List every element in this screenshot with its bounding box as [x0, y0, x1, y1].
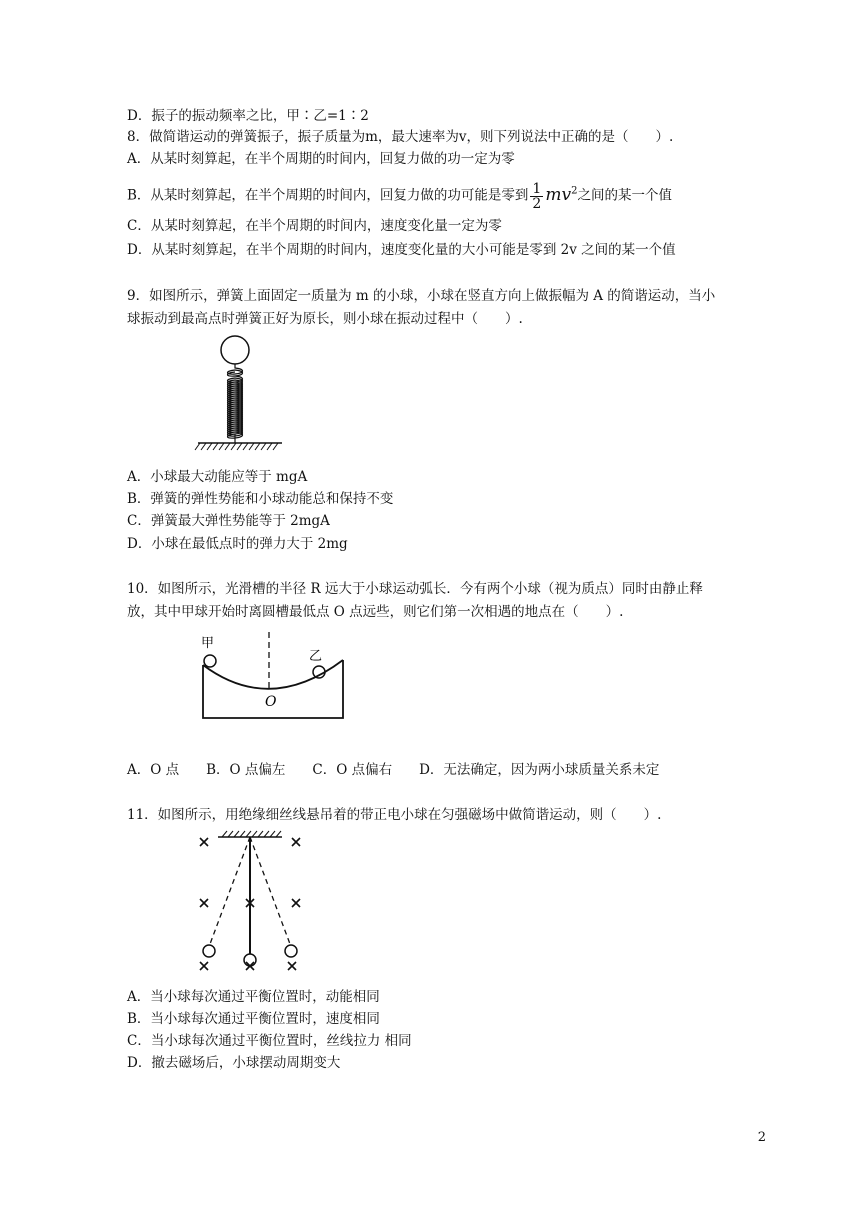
pendulum-string-right — [250, 837, 290, 944]
fraction-numerator: 1 — [532, 180, 542, 197]
formula-mv-base: mv — [545, 184, 572, 205]
label-yi: 乙 — [309, 649, 323, 664]
q8-option-b — [127, 176, 672, 211]
q11-option-b: B．当小球每次通过平衡位置时，速度相同 — [127, 1011, 380, 1027]
q11-option-d: D．撤去磁场后，小球摆动周期变大 — [127, 1055, 341, 1071]
page-number: 2 — [757, 1130, 766, 1145]
q10-stem-line1: 10．如图所示，光滑槽的半径 R 远大于小球运动弧长．今有两个小球（视为质点）同时由静止释 — [127, 581, 703, 597]
q8-option-d: D．从某时刻算起，在半个周期的时间内，速度变化量的大小可能是零到 2v 之间的某一个值 — [127, 242, 676, 258]
q9-option-d: D．小球在最低点时的弹力大于 2mg — [127, 536, 348, 552]
pendulum-figure — [190, 828, 310, 978]
q10-options: A．O 点 B．O 点偏左 C．O 点偏右 D．无法确定，因为两小球质量关系未定 — [127, 762, 660, 778]
spring-ball-figure — [190, 330, 300, 460]
q10-stem-line2: 放，其中甲球开始时离圆槽最低点 O 点远些，则它们第一次相遇的地点在（ ）. — [127, 604, 624, 620]
label-o: O — [265, 694, 277, 710]
fraction-denominator: 2 — [532, 195, 542, 212]
ball-jia — [204, 655, 216, 667]
q11-option-c: C．当小球每次通过平衡位置时，丝线拉力 相同 — [127, 1033, 412, 1049]
q8-option-a: A．从某时刻算起，在半个周期的时间内，回复力做的功一定为零 — [127, 151, 515, 167]
ball — [221, 336, 249, 364]
groove-figure — [195, 630, 355, 725]
q9-option-a: A．小球最大动能应等于 mgA — [127, 469, 308, 485]
label-jia: 甲 — [201, 636, 215, 651]
formula-mv-exponent: 2 — [571, 185, 578, 196]
ball-center — [244, 954, 256, 966]
q9-stem-line2: 球振动到最高点时弹簧正好为原长，则小球在振动过程中（ ）. — [127, 311, 523, 327]
ground-hatch — [195, 443, 278, 450]
ceiling-hatch — [222, 831, 281, 837]
q9-option-c: C．弹簧最大弹性势能等于 2mgA — [127, 513, 330, 529]
q8-option-b-tail: 之间的某一个值 — [577, 187, 672, 204]
q8-option-b-text: B．从某时刻算起，在半个周期的时间内，回复力做的功可能是零到 — [127, 187, 529, 204]
q7-option-d: D．振子的振动频率之比，甲∶乙=1∶2 — [127, 108, 369, 124]
q9-option-b: B．弹簧的弹性势能和小球动能总和保持不变 — [127, 491, 394, 507]
ball-right — [285, 945, 297, 957]
q8-option-c: C．从某时刻算起，在半个周期的时间内，速度变化量一定为零 — [127, 218, 502, 234]
spring — [228, 364, 243, 443]
formula-mv — [545, 185, 577, 205]
pendulum-string-left — [210, 837, 250, 944]
fraction-one-half — [530, 182, 543, 211]
q8-stem: 8．做简谐运动的弹簧振子，振子质量为m，最大速率为v，则下列说法中正确的是（ ）. — [127, 129, 674, 145]
ball-left — [203, 945, 215, 957]
q9-stem-line1: 9．如图所示，弹簧上面固定一质量为 m 的小球，小球在竖直方向上做振幅为 A 的简谐运动，当小 — [127, 288, 716, 304]
groove-arc — [203, 660, 343, 689]
q11-stem: 11．如图所示，用绝缘细丝线悬吊着的带正电小球在匀强磁场中做简谐运动，则（ ）. — [127, 807, 662, 823]
q11-option-a: A．当小球每次通过平衡位置时，动能相同 — [127, 989, 380, 1005]
